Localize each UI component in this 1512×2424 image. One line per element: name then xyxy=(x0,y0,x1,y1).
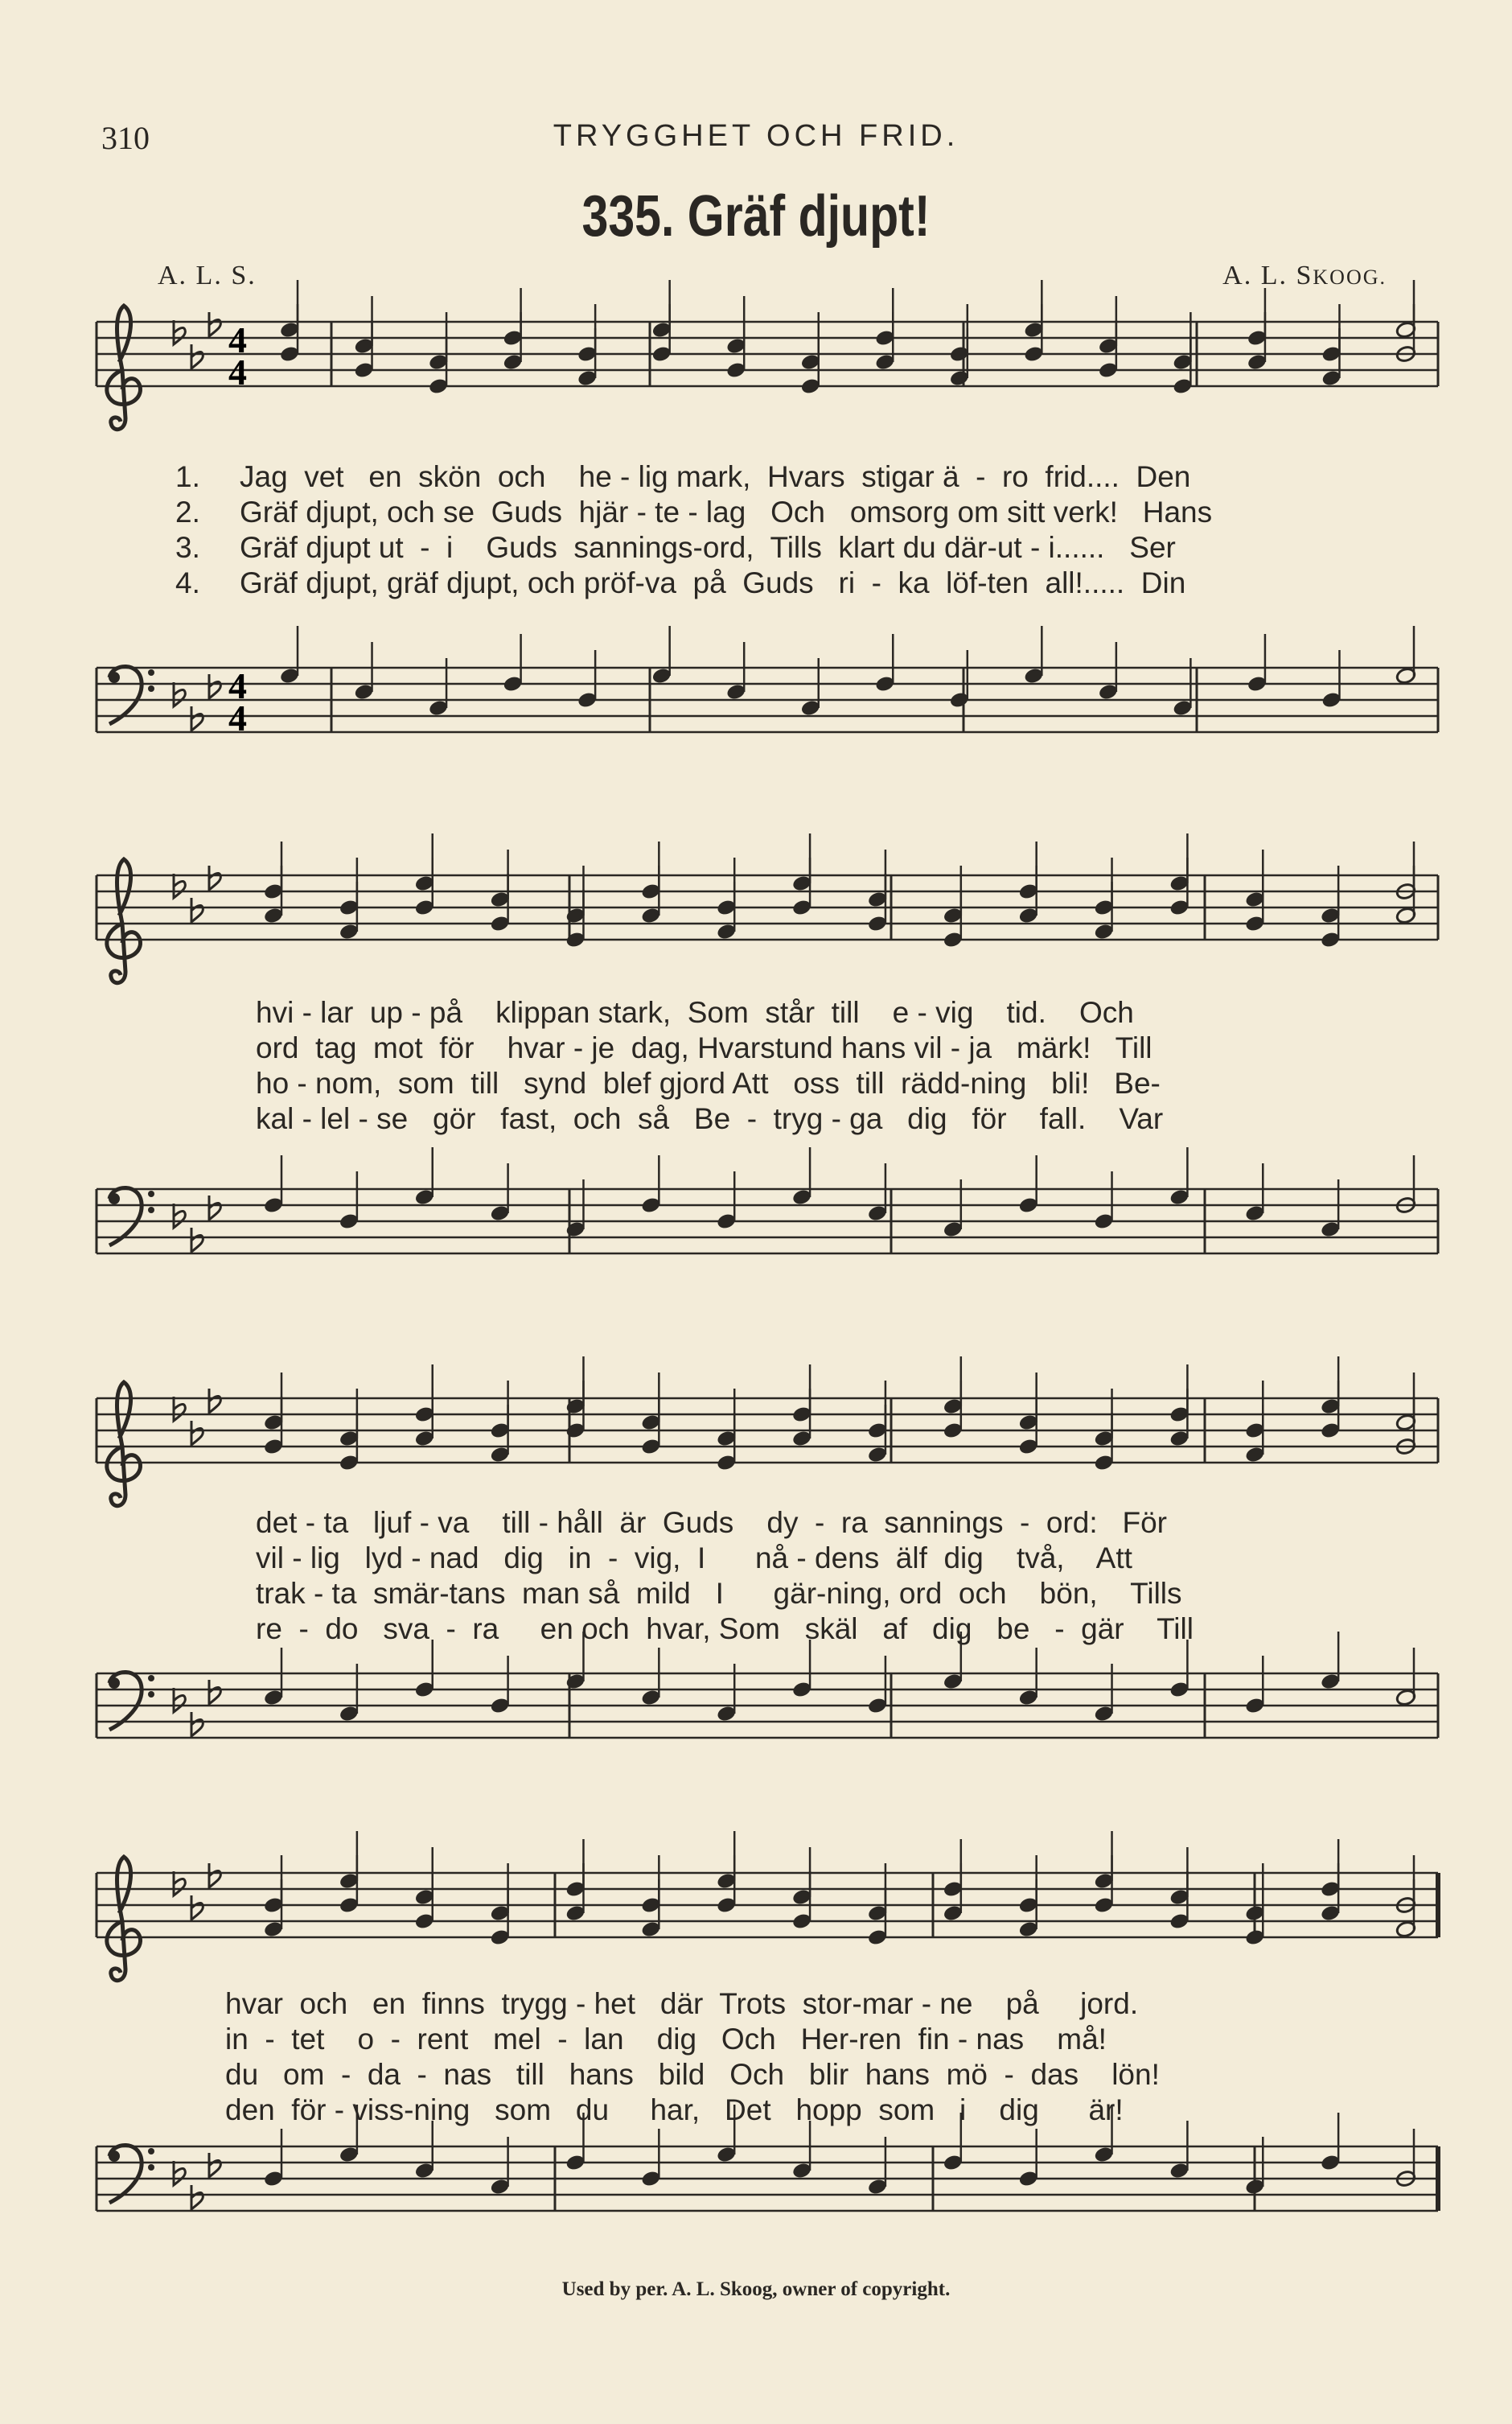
flat-glyph xyxy=(174,1871,185,1895)
flat-glyph xyxy=(209,1680,220,1704)
lyric-line: re - do sva - ra en och hvar, Som skäl af dig be - gär Till xyxy=(256,1612,1194,1645)
lyric-line: vil - lig lyd - nad dig in - vig, I nå - dens älf dig två, Att xyxy=(256,1541,1132,1574)
flat-glyph xyxy=(191,2185,203,2209)
page-number: 310 xyxy=(101,120,150,156)
time-signature-top: 4 xyxy=(228,319,247,360)
flat-glyph xyxy=(209,674,220,698)
flat-glyph xyxy=(209,2153,220,2177)
lyric-line: den för - viss-ning som du har, Det hopp som i dig är! xyxy=(225,2093,1124,2126)
lyric-line: det - ta ljuf - va till - håll är Guds dy - ra sannings - ord: För xyxy=(256,1506,1167,1539)
lyric-line: trak - ta smär-tans man så mild I gär-ning, ord och bön, Tills xyxy=(256,1577,1182,1610)
verse-number: 3. xyxy=(175,531,200,564)
copyright-note: Used by per. A. L. Skoog, owner of copyright. xyxy=(561,2278,951,2300)
lyricist: A. L. S. xyxy=(158,261,257,290)
flat-glyph xyxy=(209,312,220,336)
flat-glyph xyxy=(209,1389,220,1413)
flat-glyph xyxy=(209,1863,220,1887)
treble-glyph xyxy=(107,859,141,983)
flat-glyph xyxy=(174,874,185,898)
flat-glyph xyxy=(209,866,220,890)
composer-prefix: A. L. S xyxy=(1222,261,1313,290)
flat-glyph xyxy=(174,682,185,706)
time-signature-bottom: 4 xyxy=(228,352,247,393)
time-signature-top: 4 xyxy=(228,665,247,706)
lyric-line: Gräf djupt, gräf djupt, och pröf-va på Guds ri - ka löf-ten all!..... Din xyxy=(240,566,1186,599)
treble-glyph xyxy=(107,1382,141,1506)
lyric-line: Jag vet en skön och he - lig mark, Hvars stigar ä - ro frid.... Den xyxy=(240,460,1191,493)
flat-glyph xyxy=(174,1397,185,1421)
treble-glyph xyxy=(107,306,141,430)
lyric-line: Gräf djupt ut - i Guds sannings-ord, Tills klart du där-ut - i...... Ser xyxy=(240,531,1176,564)
flat-glyph xyxy=(174,1688,185,1712)
lyric-line: du om - da - nas till hans bild Och blir hans mö - das lön! xyxy=(225,2058,1160,2091)
lyric-line: ord tag mot för hvar - je dag, Hvarstund hans vil - ja märk! Till xyxy=(256,1031,1152,1064)
verse-number: 4. xyxy=(175,566,200,599)
flat-glyph xyxy=(209,1196,220,1220)
flat-glyph xyxy=(191,344,203,368)
flat-glyph xyxy=(191,1895,203,1920)
flat-glyph xyxy=(191,706,203,730)
flat-glyph xyxy=(174,320,185,344)
lyric-line: hvar och en finns trygg - het där Trots stor-mar - ne på jord. xyxy=(225,1987,1139,2020)
lyric-line: Gräf djupt, och se Guds hjär - te - lag Och omsorg om sitt verk! Hans xyxy=(240,496,1213,529)
treble-glyph xyxy=(107,1857,141,1981)
flat-glyph xyxy=(174,1204,185,1228)
running-head: TRYGGHET OCH FRID. xyxy=(553,119,959,153)
verse-number: 1. xyxy=(175,460,200,493)
staff-lines xyxy=(97,322,1438,2211)
verse-number: 2. xyxy=(175,496,200,529)
flat-glyph xyxy=(191,1228,203,1252)
lyric-line: in - tet o - rent mel - lan dig Och Her-ren fin - nas må! xyxy=(225,2023,1107,2056)
composer-rest: KOOG. xyxy=(1313,265,1387,289)
flat-glyph xyxy=(191,1421,203,1445)
lyric-line: kal - lel - se gör fast, och så Be - tryg - ga dig för fall. Var xyxy=(256,1102,1164,1135)
flat-glyph xyxy=(191,898,203,922)
flat-glyph xyxy=(191,1712,203,1736)
lyric-line: hvi - lar up - på klippan stark, Som står till e - vig tid. Och xyxy=(256,996,1134,1029)
time-signature-bottom: 4 xyxy=(228,698,247,739)
lyric-line: ho - nom, som till synd blef gjord Att oss till rädd-ning bli! Be- xyxy=(256,1067,1161,1100)
flat-glyph xyxy=(174,2161,185,2185)
hymn-title: 335. Gräf djupt! xyxy=(581,184,931,249)
